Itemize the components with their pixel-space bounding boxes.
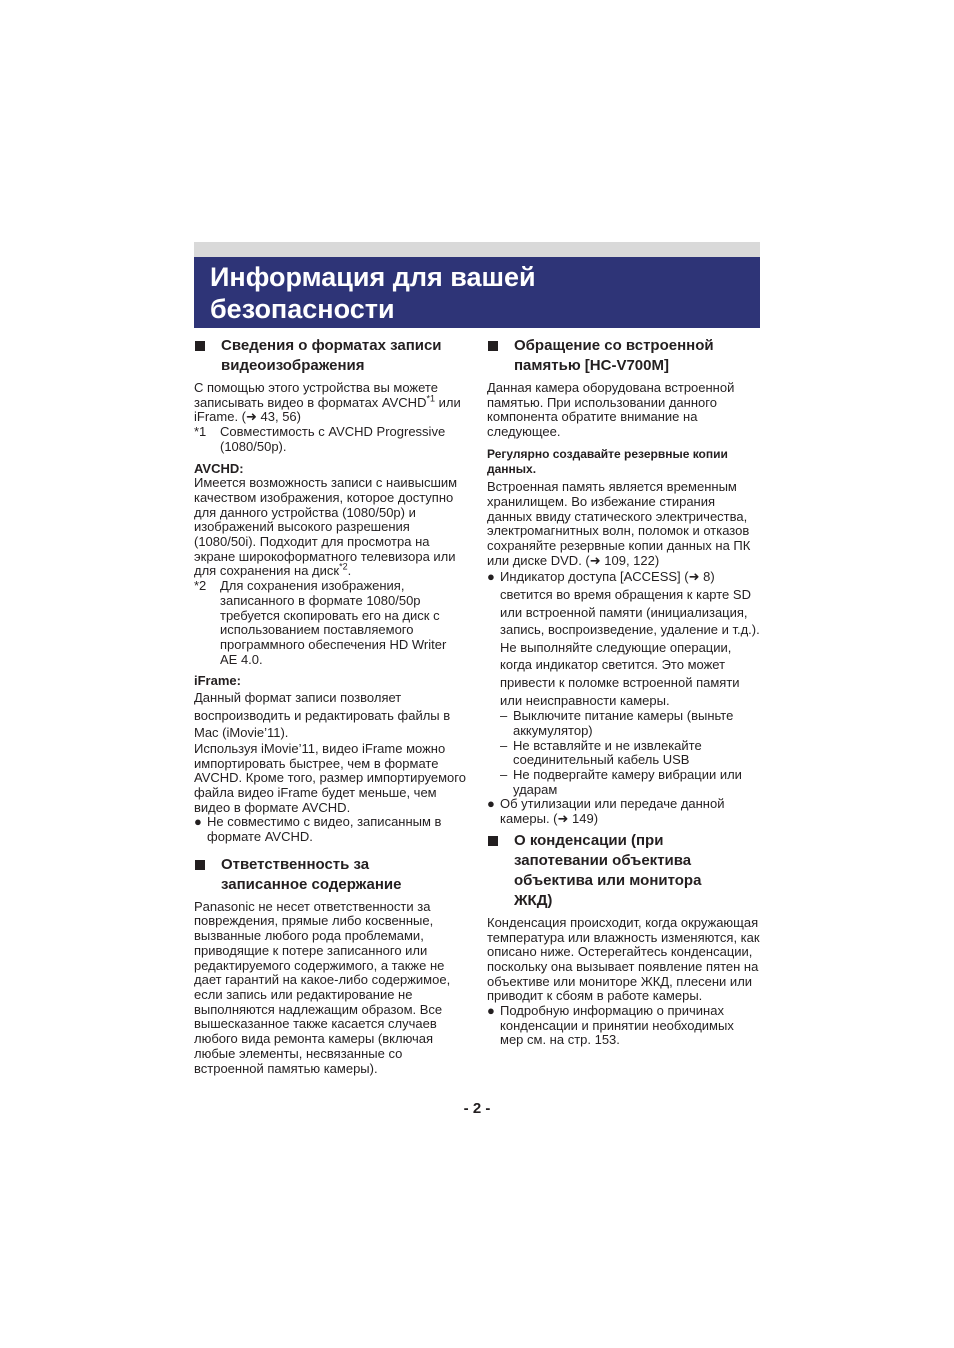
paragraph: Panasonic не несет ответственности за повреждения, прямые либо косвенные, вызванные любого рода проблемами, приводящие к потере записанного или редактируемого содержимого, а также не дает гарантий на какое-либо содержимое, если запись или редактирование не выполняются надлежащим образом. Все вышесказанное также касается случаев любого вида ремонта камеры (включая любые элементы, несвязанные со встроенной памятью камеры). [194,898,451,1076]
dash-icon: – [500,737,508,753]
paragraph: Данный формат записи позволяет воспроизводить и редактировать файлы в Mac (iMovie’11). [194,690,451,741]
page-title: Информация для вашей безопасности [210,262,536,324]
header-gray-bar [194,242,760,257]
dash-item: – Выключите питание камеры (выньте аккумулятор) [500,708,734,738]
square-bullet-icon [488,836,498,846]
section-heading-formats: Сведения о форматах записи видеоизображения [194,336,466,376]
title-banner [194,257,760,328]
bullet-item: ● Индикатор доступа [ACCESS] (➜ 8) светится во время обращения к карте SD или встроенной памяти (инициализация, запись, воспроизведение, удаление и т.д.). Не выполняйте следующие операции, когда индикатор светится. Это может привести к поломке встроенной памяти или неисправности камеры. [487,569,760,708]
paragraph: Конденсация происходит, когда окружающая температура или влажность изменяются, как описано ниже. Остерегайтесь конденсации, поскольку она вызывает появление пятен на объективе или мониторе ЖКД, плесени или приводит к сбоям в работе камеры. [487,914,760,1004]
label-avchd: AVCHD: [194,460,244,476]
paragraph: С помощью этого устройства вы можете записывать видео в форматах AVCHD$^{*1}$ или iFrame. (➜ 43, 56) [194,380,461,425]
bullet-item: ● Не совместимо с видео, записанным в формате AVCHD. [194,814,442,845]
dash-icon: – [500,708,508,724]
paragraph: Имеется возможность записи с наивысшим качеством изображения, которое доступно для данного устройства (1080/50p) и изображений высокого разрешения (1080/50i). Подходит для просмотра на экране широкоформатного телевизора или для сохранения на диск$^{*2}$. [194,475,458,579]
square-bullet-icon [195,860,205,870]
bullet-item: ● Об утилизации или передаче данной камеры. (➜ 149) [487,796,725,827]
section-heading-condensation: О конденсации (при запотевании объектива объектива или монитора ЖКД) [487,831,760,911]
paragraph: Используя iMovie’11, видео iFrame можно импортировать быстрее, чем в формате AVCHD. Кроме того, размер импортируемого файла видео iFrame будет меньше, чем видео в формате AVCHD. [194,740,466,815]
dash-item: – Не вставляйте и не извлекайте соединительный кабель USB [500,737,702,768]
bullet-item: ● Подробную информацию о причинах конденсации и принятии необходимых мер см. на стр. 153. [487,1003,734,1048]
label-iframe: iFrame: [194,673,241,689]
footnote-1: *1 Совместимость с AVCHD Progressive (1080/50p). [194,424,446,454]
footnote-2: *2 Для сохранения изображения, записанного в формате 1080/50p требуется скопировать его на диск с использованием поставляемого программного обеспечения HD Writer AE 4.0. [194,578,447,667]
paragraph: Встроенная память является временным хранилищем. Во избежание стирания данных ввиду статического электричества, электромагнитных волн, поломок и отказов сохраняйте резервные копии данных на ПК или диске DVD. (➜ 109, 122) [487,479,751,568]
dash-item: – Не подвергайте камеру вибрации или ударам [500,767,742,797]
bullet-icon: ● [487,1003,495,1019]
section-heading-internal-memory: Обращение со встроенной памятью [HC-V700M] [487,336,760,376]
subheading-backup: Регулярно создавайте резервные копии данных. [487,446,728,476]
page-number: - 2 - [463,1100,491,1117]
right-column [487,336,760,1048]
dash-icon: – [500,767,508,782]
bullet-icon: ● [487,569,495,585]
square-bullet-icon [195,341,205,351]
paragraph: Данная камера оборудована встроенной памятью. При использовании данного компонента обратите внимание на следующее. [487,380,735,440]
section-heading-responsibility: Ответственность за записанное содержание [194,855,466,895]
square-bullet-icon [488,341,498,351]
left-column [194,336,466,1076]
bullet-icon: ● [487,796,495,812]
bullet-icon: ● [194,814,202,830]
